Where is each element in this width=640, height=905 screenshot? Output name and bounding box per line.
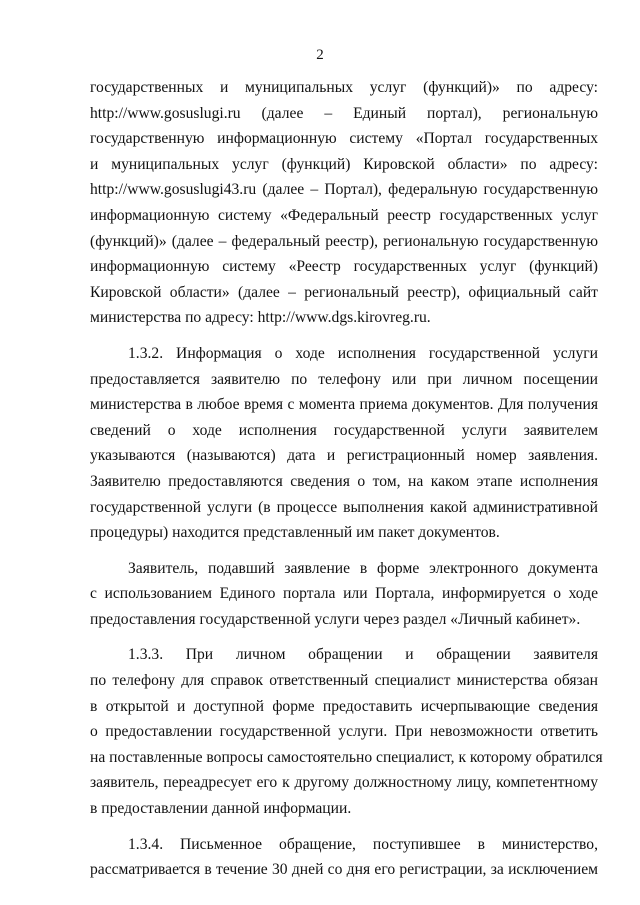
text-line: предоставляется заявителю по телефону или при личном посещении — [90, 370, 598, 388]
text-line: по телефону для справок ответственный специалист министерства обязан — [90, 672, 598, 690]
text-line: информационную систему «Реестр государственных услуг (функций) — [90, 258, 598, 276]
paragraph — [90, 832, 598, 883]
text-line: (функций)» (далее – федеральный реестр), региональную государственную — [90, 232, 598, 250]
paragraph — [90, 341, 598, 546]
text-line: в открытой и доступной форме предоставить исчерпывающие сведения — [90, 697, 598, 715]
text-line: министерства в любое время с момента приема документов. Для получения — [90, 396, 598, 414]
text-line: 1.3.4. Письменное обращение, поступившее в министерство, — [128, 835, 598, 853]
page-number: 2 — [316, 47, 324, 63]
text-line: и муниципальных услуг (функций) Кировской области» по адресу: — [90, 155, 598, 173]
text-line: Заявитель, подавший заявление в форме электронного документа — [128, 559, 598, 577]
text-line: с использованием Единого портала или Портала, информируется о ходе — [90, 585, 598, 603]
document-body — [90, 75, 603, 883]
text-line: сведений о ходе исполнения государственной услуги заявителем — [90, 421, 598, 439]
text-line: государственной услуги (в процессе выполнения какой административной — [90, 498, 598, 516]
text-line: http://www.gosuslugi43.ru (далее – Портал), федеральную государственную — [90, 181, 598, 199]
text-line: 1.3.2. Информация о ходе исполнения государственной услуги — [128, 344, 598, 362]
text-line: Кировской области» (далее – региональный реестр), официальный сайт — [90, 283, 598, 301]
text-line: о предоставлении государственной услуги. При невозможности ответить — [90, 723, 598, 741]
text-line: информационную систему «Федеральный реестр государственных услуг — [90, 206, 598, 224]
paragraph — [90, 556, 598, 633]
text-line: на поставленные вопросы самостоятельно специалист, к которому обратился — [90, 748, 603, 766]
text-line: предоставления государственной услуги через раздел «Личный кабинет». — [90, 610, 581, 628]
text-line: заявитель, переадресует его к другому должностному лицу, компетентному — [90, 774, 598, 792]
text-line: государственную информационную систему «Портал государственных — [90, 130, 598, 148]
text-line: в предоставлении данной информации. — [90, 800, 352, 818]
text-line: государственных и муниципальных услуг (функций)» по адресу: — [90, 79, 598, 96]
text-line: 1.3.3. При личном обращении и обращении заявителя — [128, 646, 598, 664]
text-line: http://www.gosuslugi.ru (далее – Единый портал), региональную — [90, 104, 598, 122]
text-line: рассматривается в течение 30 дней со дня его регистрации, за исключением — [90, 861, 598, 879]
text-line: процедуры) находится представленный им пакет документов. — [90, 524, 500, 542]
paragraph — [90, 642, 603, 821]
paragraph — [90, 75, 598, 331]
text-line: министерства по адресу: http://www.dgs.kirovreg.ru. — [90, 309, 431, 327]
text-line: указываются (называются) дата и регистрационный номер заявления. — [90, 447, 598, 465]
text-line: Заявителю предоставляются сведения о том, на каком этапе исполнения — [90, 472, 598, 490]
